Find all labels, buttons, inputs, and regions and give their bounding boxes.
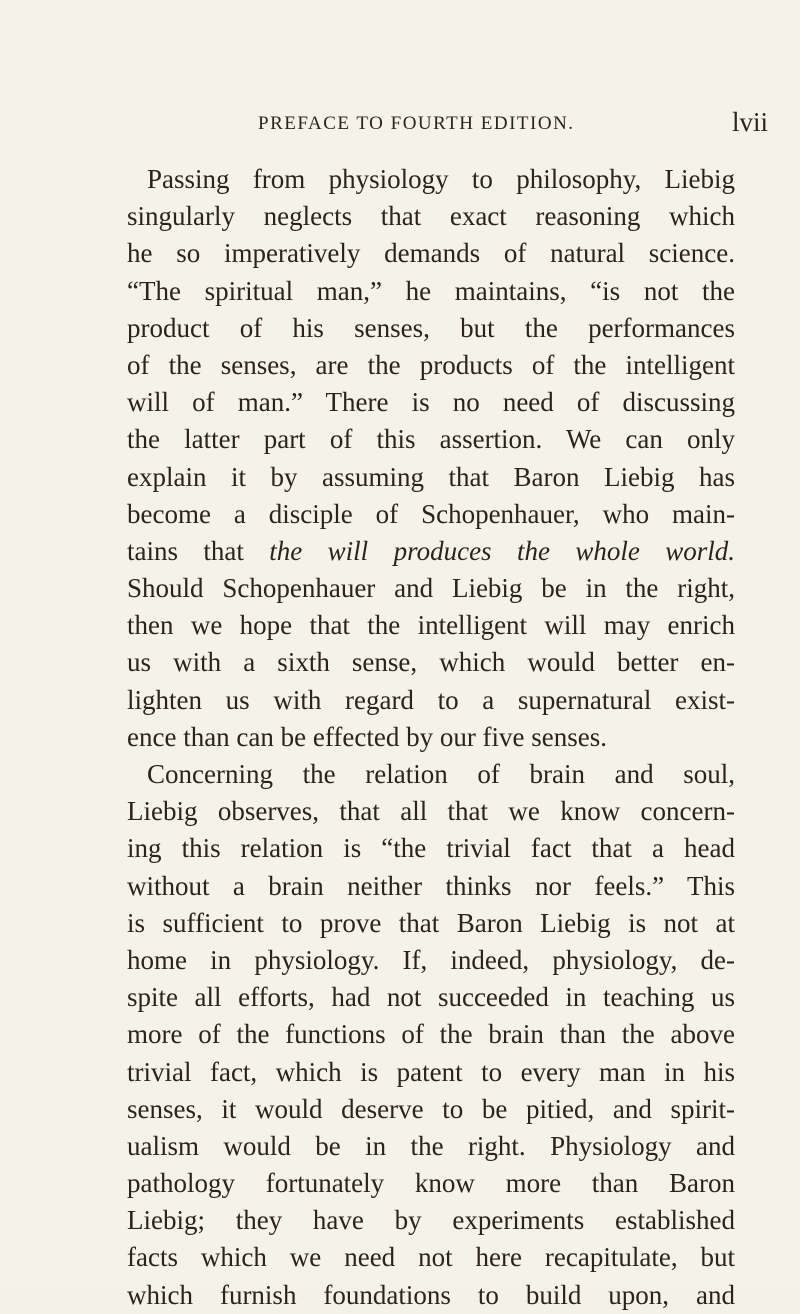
text-line: facts which we need not here recapitulate, but [127, 1242, 735, 1273]
text-line: he so imperatively demands of natural science. [127, 238, 735, 269]
text-line: Liebig; they have by experiments established [127, 1205, 735, 1236]
text-line: “The spiritual man,” he maintains, “is not the [127, 275, 735, 306]
text-line [127, 533, 735, 570]
text-line: which furnish foundations to build upon, and [127, 1279, 735, 1310]
text-line: us with a sixth sense, which would better en- [127, 647, 735, 678]
text-line: ence than can be effected by our five senses. [127, 721, 608, 752]
body-text [127, 161, 735, 1314]
text-line: spite all efforts, had not succeeded in teaching us [127, 982, 735, 1013]
text-line: Passing from physiology to philosophy, Liebig [147, 164, 735, 194]
text-line: more of the functions of the brain than the above [127, 1019, 735, 1050]
running-title: PREFACE TO FOURTH EDITION. [258, 113, 575, 134]
text-line: singularly neglects that exact reasoning which [127, 201, 735, 232]
text-line: ing this relation is “the trivial fact that a head [127, 833, 735, 864]
text-line: home in physiology. If, indeed, physiology, de- [127, 944, 735, 975]
text-line: of the senses, are the products of the intelligent [127, 349, 735, 380]
text-line: lighten us with regard to a supernatural exist- [127, 684, 735, 715]
text-line: without a brain neither thinks nor feels.” This [127, 870, 735, 901]
text-line-start: tains that [127, 535, 270, 566]
text-line: senses, it would deserve to be pitied, and spirit- [127, 1093, 735, 1124]
text-line: become a disciple of Schopenhauer, who main- [127, 498, 735, 529]
text-line: the latter part of this assertion. We can only [127, 424, 735, 455]
text-line: trivial fact, which is patent to every man in his [127, 1056, 735, 1087]
text-line: product of his senses, but the performances [127, 312, 735, 343]
text-line: ualism would be in the right. Physiology and [127, 1130, 735, 1161]
text-line: then we hope that the intelligent will may enrich [127, 610, 735, 641]
text-line: is sufficient to prove that Baron Liebig is not at [127, 907, 735, 938]
text-line: explain it by assuming that Baron Liebig has [127, 461, 735, 492]
running-head [258, 107, 768, 153]
text-line: Should Schopenhauer and Liebig be in the right, [127, 573, 735, 604]
italic-quote: the will produces the whole world. [269, 535, 735, 566]
text-line: will of man.” There is no need of discussing [127, 387, 735, 418]
text-line: Concerning the relation of brain and soul, [147, 759, 735, 789]
text-line: Liebig observes, that all that we know concern- [127, 796, 735, 827]
page-number: lvii [731, 107, 768, 137]
text-line: pathology fortunately know more than Baron [127, 1168, 735, 1199]
